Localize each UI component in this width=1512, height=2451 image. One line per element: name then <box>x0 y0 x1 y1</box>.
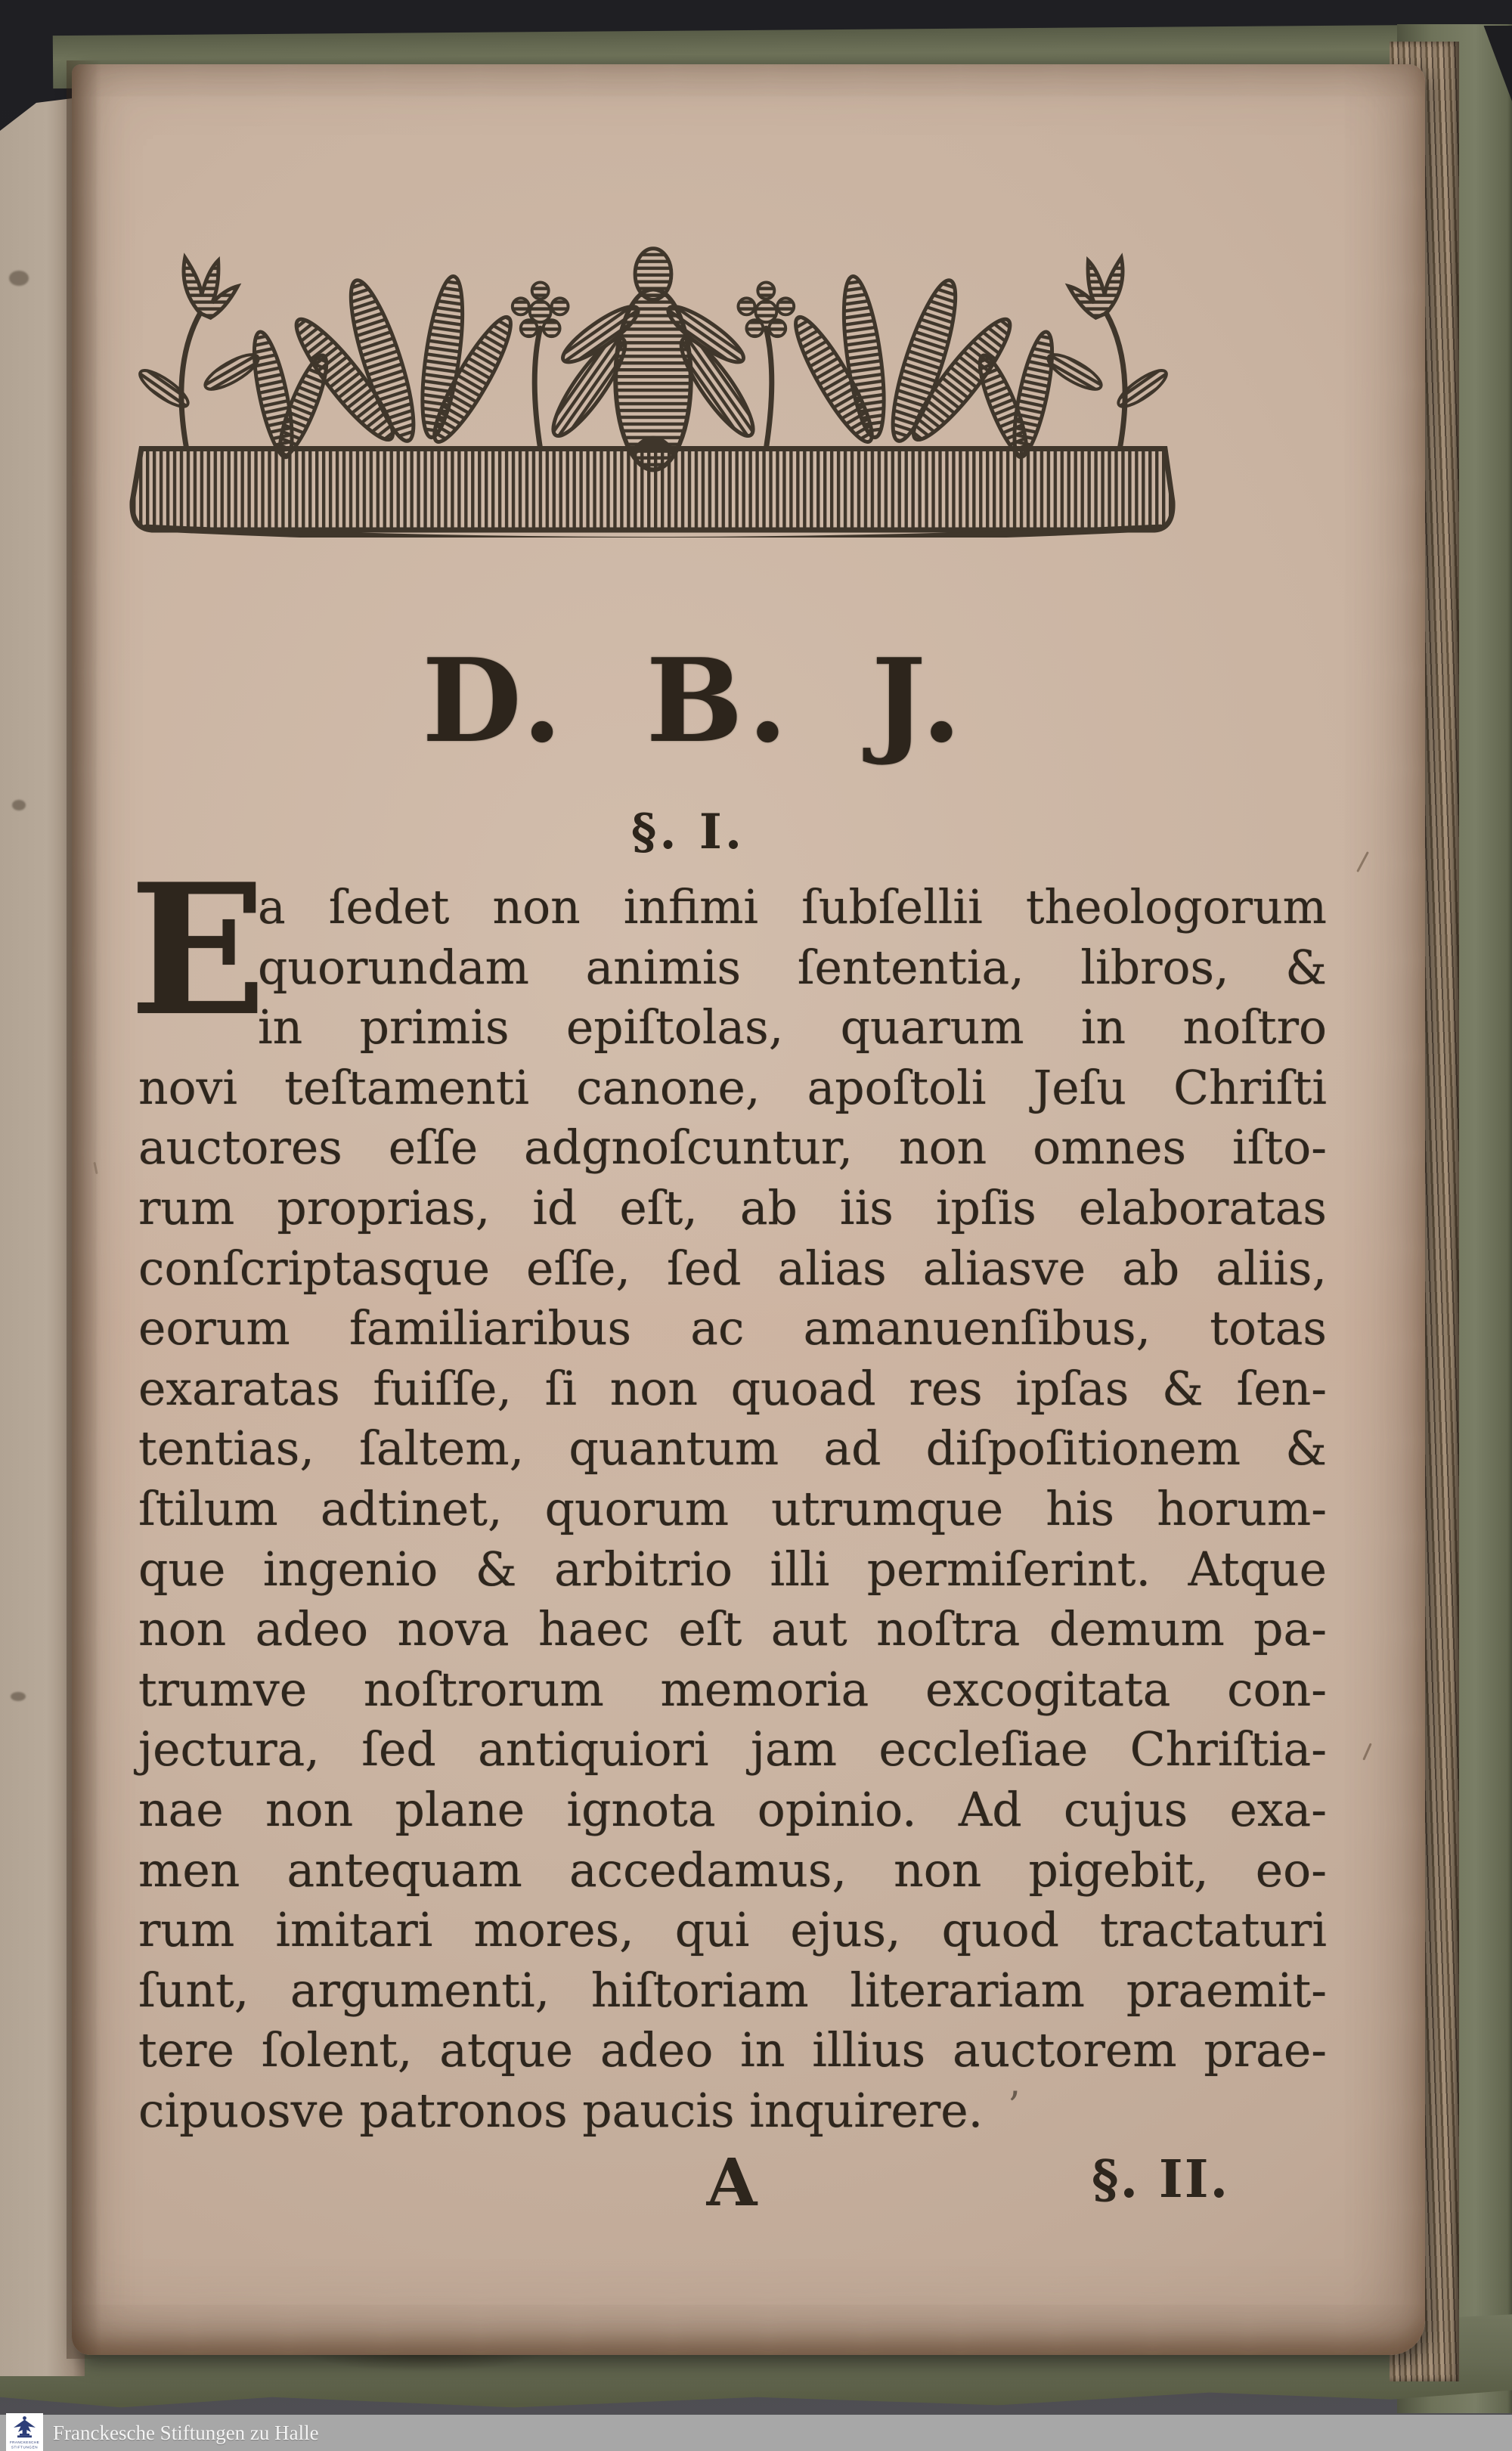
paragraph-line: ſunt, argumenti, hiſtoriam literariam praemit- <box>138 1963 1327 2018</box>
paragraph-line: rum proprias, id eſt, ab iis ipſis elaboratas <box>138 1180 1327 1235</box>
paragraph-line: a ſedet non infimi ſubſellii theologorum <box>258 880 1327 934</box>
paragraph-line: nae non plane ignota opinio. Ad cujus exa- <box>138 1782 1327 1837</box>
paragraph-line: trumve noſtrorum memoria excogitata con- <box>138 1662 1327 1717</box>
paragraph-line: men antequam accedamus, non pigebit, eo- <box>138 1842 1327 1898</box>
stray-ink-mark <box>1362 1743 1372 1760</box>
paragraph-line: novi teſtamenti canone, apoſtoli Jeſu Chriſti <box>138 1060 1327 1115</box>
paragraph-line: rum imitari mores, qui ejus, quod tractaturi <box>138 1903 1327 1958</box>
logo-text-line-1: FRANCKESCHE <box>9 2440 40 2444</box>
paragraph-line: tentias, ſaltem, quantum ad diſpoſitionem & <box>138 1421 1327 1476</box>
stray-ink-mark <box>93 1162 98 1174</box>
eagle-on-pedestal-icon <box>6 2413 43 2451</box>
drop-cap-initial: E <box>129 845 267 1056</box>
floral-headpiece-ornament <box>116 199 1191 538</box>
paragraph-line: quorundam animis ſententia, libros, & <box>258 940 1327 995</box>
paragraph-line: ſtilum adtinet, quorum utrumque his horum- <box>138 1481 1327 1536</box>
archive-logo <box>6 2413 43 2451</box>
signature-mark: A <box>706 2145 758 2221</box>
logo-text-line-2: STIFTUNGEN <box>11 2445 39 2449</box>
paragraph-line: in primis epiſtolas, quarum in noſtro <box>258 1000 1327 1055</box>
paragraph-line: exaratas fuiſſe, ſi non quoad res ipſas & ſen- <box>138 1361 1327 1416</box>
ink-bleed-mark <box>9 271 29 286</box>
paragraph-line: jectura, ſed antiquiori jam eccleſiae Chriſtia- <box>138 1722 1327 1777</box>
paragraph-line: que ingenio & arbitrio illi permiſerint. Atque <box>138 1542 1327 1597</box>
page-title-initials: D. B. J. <box>422 633 966 768</box>
ink-bleed-mark <box>11 1692 26 1701</box>
archive-footer-label: Franckesche Stiftungen zu Halle <box>53 2422 319 2444</box>
section-1-heading: §. I. <box>631 804 745 860</box>
paragraph-line: cipuosve patronos paucis inquirere. <box>138 2083 984 2138</box>
section-2-catchword: §. II. <box>1092 2149 1230 2210</box>
main-page <box>72 64 1425 2355</box>
paragraph-line: conſcriptasque eſſe, ſed alias aliasve ab aliis, <box>138 1241 1327 1296</box>
body-text-block <box>129 845 1327 2141</box>
paragraph-line: eorum familiaribus ac amanuenſibus, totas <box>138 1301 1327 1356</box>
stray-ink-apostrophe: ’ <box>1008 2084 1021 2130</box>
paragraph-line: non adeo nova haec eſt aut noſtra demum pa- <box>138 1602 1327 1657</box>
paragraph-line: auctores eſſe adgnoſcuntur, non omnes iſto- <box>138 1120 1327 1176</box>
paragraph-line: tere ſolent, atque adeo in illius auctorem prae- <box>138 2023 1327 2078</box>
